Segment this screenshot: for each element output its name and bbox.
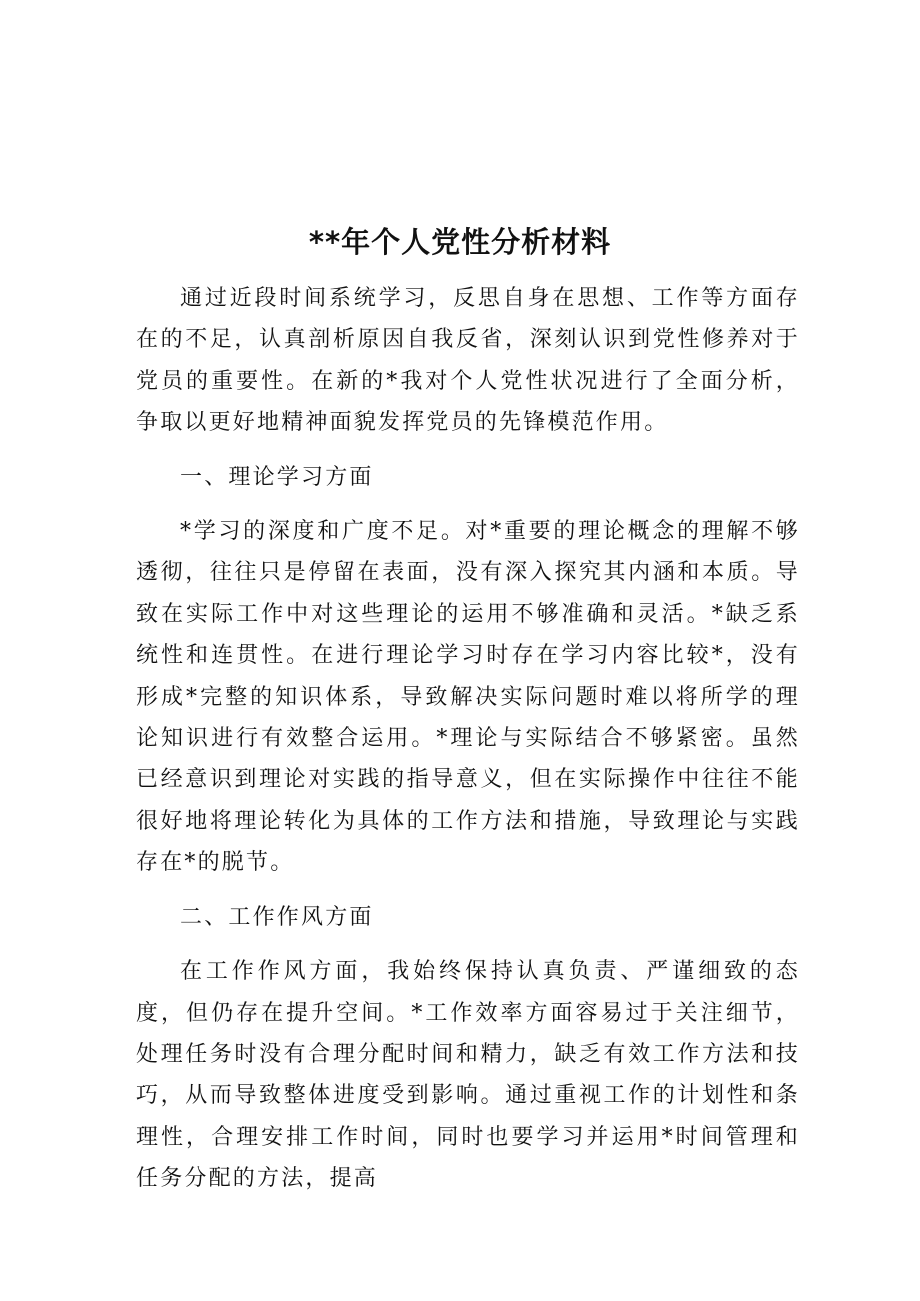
document-body xyxy=(136,278,800,1213)
section-heading-work-style: 二、工作作风方面 xyxy=(180,904,374,930)
section-heading-theory: 一、理论学习方面 xyxy=(180,464,374,490)
section-paragraph-theory: *学习的深度和广度不足。对*重要的理论概念的理解不够透彻，往往只是停留在表面，没有深入探究其内涵和本质。导致在实际工作中对这些理论的运用不够准确和灵活。*缺乏系统性和连贯性。在进行理论学习时存在学习内容比较*，没有形成*完整的知识体系，导致解决实际问题时难以将所学的理论知识进行有效整合运用。*理论与实际结合不够紧密。虽然已经意识到理论对实践的指导意义，但在实际操作中往往不能很好地将理论转化为具体的工作方法和措施，导致理论与实践存在*的脱节。 xyxy=(136,519,800,876)
document-title: **年个人党性分析材料 xyxy=(308,225,612,259)
section-paragraph-work-style: 在工作作风方面，我始终保持认真负责、严谨细致的态度，但仍存在提升空间。*工作效率方面容易过于关注细节，处理任务时没有合理分配时间和精力，缺乏有效工作方法和技巧，从而导致整体进度受到影响。通过重视工作的计划性和条理性，合理安排工作时间，同时也要学习并运用*时间管理和任务分配的方法，提高 xyxy=(136,959,800,1192)
intro-paragraph: 通过近段时间系统学习，反思自身在思想、工作等方面存在的不足，认真剖析原因自我反省，深刻认识到党性修养对于党员的重要性。在新的*我对个人党性状况进行了全面分析，争取以更好地精神面貌发挥党员的先锋模范作用。 xyxy=(136,286,800,436)
